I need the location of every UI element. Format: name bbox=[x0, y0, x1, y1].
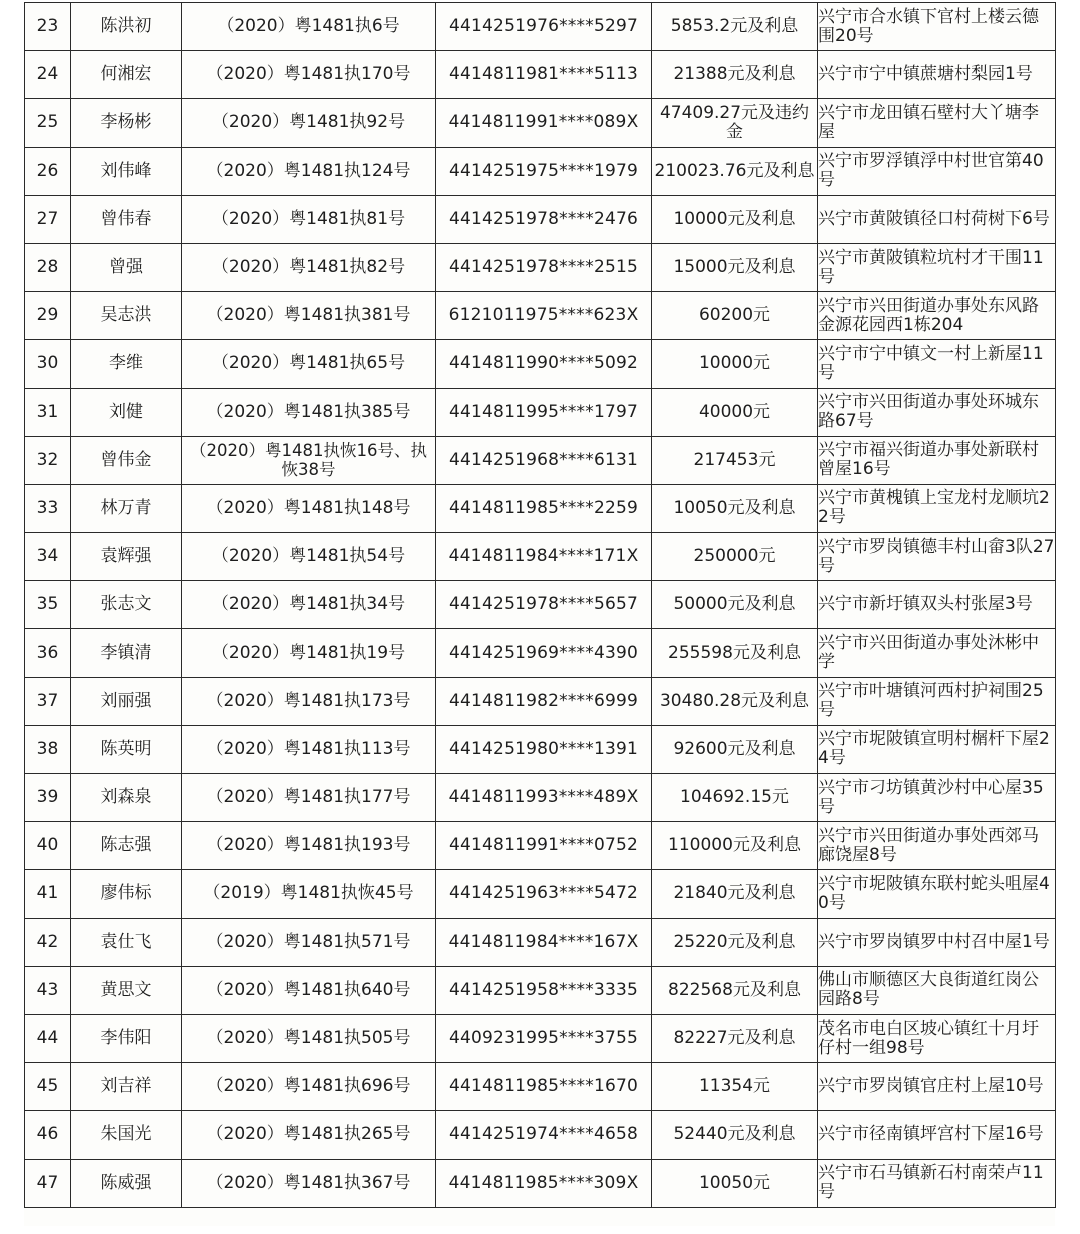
table-row bbox=[25, 484, 1056, 532]
id-number-cell: 4409231995****3755 bbox=[436, 1014, 652, 1062]
person-name-cell: 朱国光 bbox=[71, 1111, 182, 1159]
row-number-cell: 31 bbox=[25, 388, 71, 436]
id-number-cell: 4414811984****167X bbox=[436, 918, 652, 966]
amount-cell: 110000元及利息 bbox=[652, 822, 818, 870]
amount-cell: 104692.15元 bbox=[652, 774, 818, 822]
table-row bbox=[25, 918, 1056, 966]
case-number-cell: （2020）粤1481执92号 bbox=[182, 99, 436, 147]
id-number-cell: 4414251975****1979 bbox=[436, 147, 652, 195]
table-row bbox=[25, 99, 1056, 147]
amount-cell: 52440元及利息 bbox=[652, 1111, 818, 1159]
person-name-cell: 陈威强 bbox=[71, 1159, 182, 1207]
table-row bbox=[25, 581, 1056, 629]
row-number-cell: 27 bbox=[25, 195, 71, 243]
id-number-cell: 4414251976****5297 bbox=[436, 3, 652, 51]
address-cell: 兴宁市合水镇下官村上楼云德围20号 bbox=[818, 3, 1056, 51]
row-number-cell: 45 bbox=[25, 1063, 71, 1111]
id-number-cell: 4414251974****4658 bbox=[436, 1111, 652, 1159]
table-row bbox=[25, 533, 1056, 581]
id-number-cell: 4414251968****6131 bbox=[436, 436, 652, 484]
case-number-cell: （2020）粤1481执385号 bbox=[182, 388, 436, 436]
row-number-cell: 24 bbox=[25, 51, 71, 99]
address-cell: 兴宁市罗岗镇罗中村召中屋1号 bbox=[818, 918, 1056, 966]
id-number-cell: 4414251963****5472 bbox=[436, 870, 652, 918]
amount-cell: 50000元及利息 bbox=[652, 581, 818, 629]
row-number-cell: 34 bbox=[25, 533, 71, 581]
table-row bbox=[25, 774, 1056, 822]
row-number-cell: 37 bbox=[25, 677, 71, 725]
amount-cell: 25220元及利息 bbox=[652, 918, 818, 966]
case-number-cell: （2019）粤1481执恢45号 bbox=[182, 870, 436, 918]
case-number-cell: （2020）粤1481执81号 bbox=[182, 195, 436, 243]
row-number-cell: 26 bbox=[25, 147, 71, 195]
person-name-cell: 李镇清 bbox=[71, 629, 182, 677]
address-cell: 兴宁市龙田镇石壁村大丫塘李屋 bbox=[818, 99, 1056, 147]
amount-cell: 250000元 bbox=[652, 533, 818, 581]
table-row bbox=[25, 292, 1056, 340]
table-row bbox=[25, 436, 1056, 484]
id-number-cell: 4414811995****1797 bbox=[436, 388, 652, 436]
id-number-cell: 4414811985****309X bbox=[436, 1159, 652, 1207]
row-number-cell: 46 bbox=[25, 1111, 71, 1159]
amount-cell: 210023.76元及利息 bbox=[652, 147, 818, 195]
amount-cell: 10000元 bbox=[652, 340, 818, 388]
person-name-cell: 刘伟峰 bbox=[71, 147, 182, 195]
id-number-cell: 4414811985****1670 bbox=[436, 1063, 652, 1111]
table-row bbox=[25, 870, 1056, 918]
person-name-cell: 曾强 bbox=[71, 243, 182, 291]
row-number-cell: 42 bbox=[25, 918, 71, 966]
address-cell: 兴宁市径南镇坪宫村下屋16号 bbox=[818, 1111, 1056, 1159]
person-name-cell: 黄思文 bbox=[71, 966, 182, 1014]
row-number-cell: 33 bbox=[25, 484, 71, 532]
person-name-cell: 曾伟金 bbox=[71, 436, 182, 484]
table-row bbox=[25, 822, 1056, 870]
case-number-cell: （2020）粤1481执113号 bbox=[182, 725, 436, 773]
id-number-cell: 4414811985****2259 bbox=[436, 484, 652, 532]
person-name-cell: 李杨彬 bbox=[71, 99, 182, 147]
case-number-cell: （2020）粤1481执65号 bbox=[182, 340, 436, 388]
table-row bbox=[25, 243, 1056, 291]
person-name-cell: 曾伟春 bbox=[71, 195, 182, 243]
case-number-cell: （2020）粤1481执124号 bbox=[182, 147, 436, 195]
table-row bbox=[25, 51, 1056, 99]
person-name-cell: 袁仕飞 bbox=[71, 918, 182, 966]
case-number-cell: （2020）粤1481执696号 bbox=[182, 1063, 436, 1111]
person-name-cell: 刘丽强 bbox=[71, 677, 182, 725]
amount-cell: 217453元 bbox=[652, 436, 818, 484]
id-number-cell: 4414811991****0752 bbox=[436, 822, 652, 870]
person-name-cell: 何湘宏 bbox=[71, 51, 182, 99]
row-number-cell: 43 bbox=[25, 966, 71, 1014]
case-number-cell: （2020）粤1481执640号 bbox=[182, 966, 436, 1014]
case-number-cell: （2020）粤1481执6号 bbox=[182, 3, 436, 51]
table-row bbox=[25, 147, 1056, 195]
table-row bbox=[25, 3, 1056, 51]
amount-cell: 15000元及利息 bbox=[652, 243, 818, 291]
debtor-table bbox=[24, 2, 1056, 1208]
id-number-cell: 4414251980****1391 bbox=[436, 725, 652, 773]
address-cell: 兴宁市新圩镇双头村张屋3号 bbox=[818, 581, 1056, 629]
amount-cell: 21840元及利息 bbox=[652, 870, 818, 918]
table-row bbox=[25, 340, 1056, 388]
amount-cell: 10050元 bbox=[652, 1159, 818, 1207]
id-number-cell: 4414251969****4390 bbox=[436, 629, 652, 677]
row-number-cell: 23 bbox=[25, 3, 71, 51]
row-number-cell: 35 bbox=[25, 581, 71, 629]
amount-cell: 5853.2元及利息 bbox=[652, 3, 818, 51]
id-number-cell: 4414811984****171X bbox=[436, 533, 652, 581]
amount-cell: 47409.27元及违约金 bbox=[652, 99, 818, 147]
person-name-cell: 李伟阳 bbox=[71, 1014, 182, 1062]
case-number-cell: （2020）粤1481执381号 bbox=[182, 292, 436, 340]
id-number-cell: 4414811982****6999 bbox=[436, 677, 652, 725]
case-number-cell: （2020）粤1481执82号 bbox=[182, 243, 436, 291]
case-number-cell: （2020）粤1481执19号 bbox=[182, 629, 436, 677]
address-cell: 兴宁市兴田街道办事处环城东路67号 bbox=[818, 388, 1056, 436]
row-number-cell: 25 bbox=[25, 99, 71, 147]
case-number-cell: （2020）粤1481执54号 bbox=[182, 533, 436, 581]
row-number-cell: 39 bbox=[25, 774, 71, 822]
person-name-cell: 廖伟标 bbox=[71, 870, 182, 918]
table-row bbox=[25, 1159, 1056, 1207]
row-number-cell: 38 bbox=[25, 725, 71, 773]
person-name-cell: 刘吉祥 bbox=[71, 1063, 182, 1111]
row-number-cell: 30 bbox=[25, 340, 71, 388]
case-number-cell: （2020）粤1481执367号 bbox=[182, 1159, 436, 1207]
amount-cell: 11354元 bbox=[652, 1063, 818, 1111]
row-number-cell: 47 bbox=[25, 1159, 71, 1207]
address-cell: 兴宁市宁中镇蔗塘村梨园1号 bbox=[818, 51, 1056, 99]
person-name-cell: 吴志洪 bbox=[71, 292, 182, 340]
address-cell: 兴宁市坭陂镇东联村蛇头咀屋40号 bbox=[818, 870, 1056, 918]
address-cell: 兴宁市罗岗镇德丰村山畲3队27号 bbox=[818, 533, 1056, 581]
case-number-cell: （2020）粤1481执571号 bbox=[182, 918, 436, 966]
row-number-cell: 32 bbox=[25, 436, 71, 484]
address-cell: 茂名市电白区坡心镇红十月圩仔村一组98号 bbox=[818, 1014, 1056, 1062]
address-cell: 兴宁市兴田街道办事处沐彬中学 bbox=[818, 629, 1056, 677]
amount-cell: 10000元及利息 bbox=[652, 195, 818, 243]
table-body bbox=[25, 3, 1056, 1208]
case-number-cell: （2020）粤1481执173号 bbox=[182, 677, 436, 725]
person-name-cell: 张志文 bbox=[71, 581, 182, 629]
case-number-cell: （2020）粤1481执148号 bbox=[182, 484, 436, 532]
person-name-cell: 林万青 bbox=[71, 484, 182, 532]
id-number-cell: 4414811981****5113 bbox=[436, 51, 652, 99]
id-number-cell: 4414251978****2515 bbox=[436, 243, 652, 291]
row-number-cell: 29 bbox=[25, 292, 71, 340]
case-number-cell: （2020）粤1481执265号 bbox=[182, 1111, 436, 1159]
amount-cell: 60200元 bbox=[652, 292, 818, 340]
table-row bbox=[25, 1111, 1056, 1159]
scanned-document bbox=[24, 2, 1055, 1226]
person-name-cell: 刘森泉 bbox=[71, 774, 182, 822]
address-cell: 兴宁市黄陂镇粒坑村才干围11号 bbox=[818, 243, 1056, 291]
address-cell: 兴宁市石马镇新石村南荣卢11号 bbox=[818, 1159, 1056, 1207]
id-number-cell: 4414811990****5092 bbox=[436, 340, 652, 388]
id-number-cell: 4414251978****2476 bbox=[436, 195, 652, 243]
address-cell: 兴宁市兴田街道办事处西郊马廊饶屋8号 bbox=[818, 822, 1056, 870]
id-number-cell: 4414251978****5657 bbox=[436, 581, 652, 629]
row-number-cell: 28 bbox=[25, 243, 71, 291]
row-number-cell: 40 bbox=[25, 822, 71, 870]
table-row bbox=[25, 1014, 1056, 1062]
case-number-cell: （2020）粤1481执34号 bbox=[182, 581, 436, 629]
address-cell: 兴宁市刁坊镇黄沙村中心屋35号 bbox=[818, 774, 1056, 822]
address-cell: 兴宁市黄槐镇上宝龙村龙顺坑22号 bbox=[818, 484, 1056, 532]
address-cell: 兴宁市福兴街道办事处新联村曾屋16号 bbox=[818, 436, 1056, 484]
person-name-cell: 陈洪初 bbox=[71, 3, 182, 51]
case-number-cell: （2020）粤1481执170号 bbox=[182, 51, 436, 99]
table-row bbox=[25, 629, 1056, 677]
amount-cell: 82227元及利息 bbox=[652, 1014, 818, 1062]
case-number-cell: （2020）粤1481执恢16号、执恢38号 bbox=[182, 436, 436, 484]
id-number-cell: 4414811991****089X bbox=[436, 99, 652, 147]
table-row bbox=[25, 388, 1056, 436]
address-cell: 兴宁市叶塘镇河西村护祠围25号 bbox=[818, 677, 1056, 725]
amount-cell: 21388元及利息 bbox=[652, 51, 818, 99]
amount-cell: 255598元及利息 bbox=[652, 629, 818, 677]
id-number-cell: 4414251958****3335 bbox=[436, 966, 652, 1014]
address-cell: 兴宁市兴田街道办事处东风路金源花园西1栋204 bbox=[818, 292, 1056, 340]
address-cell: 兴宁市坭陂镇宣明村榍杆下屋24号 bbox=[818, 725, 1056, 773]
address-cell: 兴宁市罗岗镇官庄村上屋10号 bbox=[818, 1063, 1056, 1111]
amount-cell: 822568元及利息 bbox=[652, 966, 818, 1014]
case-number-cell: （2020）粤1481执177号 bbox=[182, 774, 436, 822]
amount-cell: 30480.28元及利息 bbox=[652, 677, 818, 725]
row-number-cell: 44 bbox=[25, 1014, 71, 1062]
person-name-cell: 袁辉强 bbox=[71, 533, 182, 581]
person-name-cell: 陈英明 bbox=[71, 725, 182, 773]
row-number-cell: 36 bbox=[25, 629, 71, 677]
person-name-cell: 李维 bbox=[71, 340, 182, 388]
amount-cell: 92600元及利息 bbox=[652, 725, 818, 773]
address-cell: 兴宁市罗浮镇浮中村世官第40号 bbox=[818, 147, 1056, 195]
address-cell: 佛山市顺德区大良街道红岗公园路8号 bbox=[818, 966, 1056, 1014]
address-cell: 兴宁市宁中镇文一村上新屋11号 bbox=[818, 340, 1056, 388]
case-number-cell: （2020）粤1481执193号 bbox=[182, 822, 436, 870]
table-row bbox=[25, 1063, 1056, 1111]
case-number-cell: （2020）粤1481执505号 bbox=[182, 1014, 436, 1062]
id-number-cell: 6121011975****623X bbox=[436, 292, 652, 340]
person-name-cell: 刘健 bbox=[71, 388, 182, 436]
address-cell: 兴宁市黄陂镇径口村荷树下6号 bbox=[818, 195, 1056, 243]
amount-cell: 40000元 bbox=[652, 388, 818, 436]
table-row bbox=[25, 195, 1056, 243]
id-number-cell: 4414811993****489X bbox=[436, 774, 652, 822]
person-name-cell: 陈志强 bbox=[71, 822, 182, 870]
amount-cell: 10050元及利息 bbox=[652, 484, 818, 532]
table-row bbox=[25, 725, 1056, 773]
table-row bbox=[25, 677, 1056, 725]
row-number-cell: 41 bbox=[25, 870, 71, 918]
table-row bbox=[25, 966, 1056, 1014]
